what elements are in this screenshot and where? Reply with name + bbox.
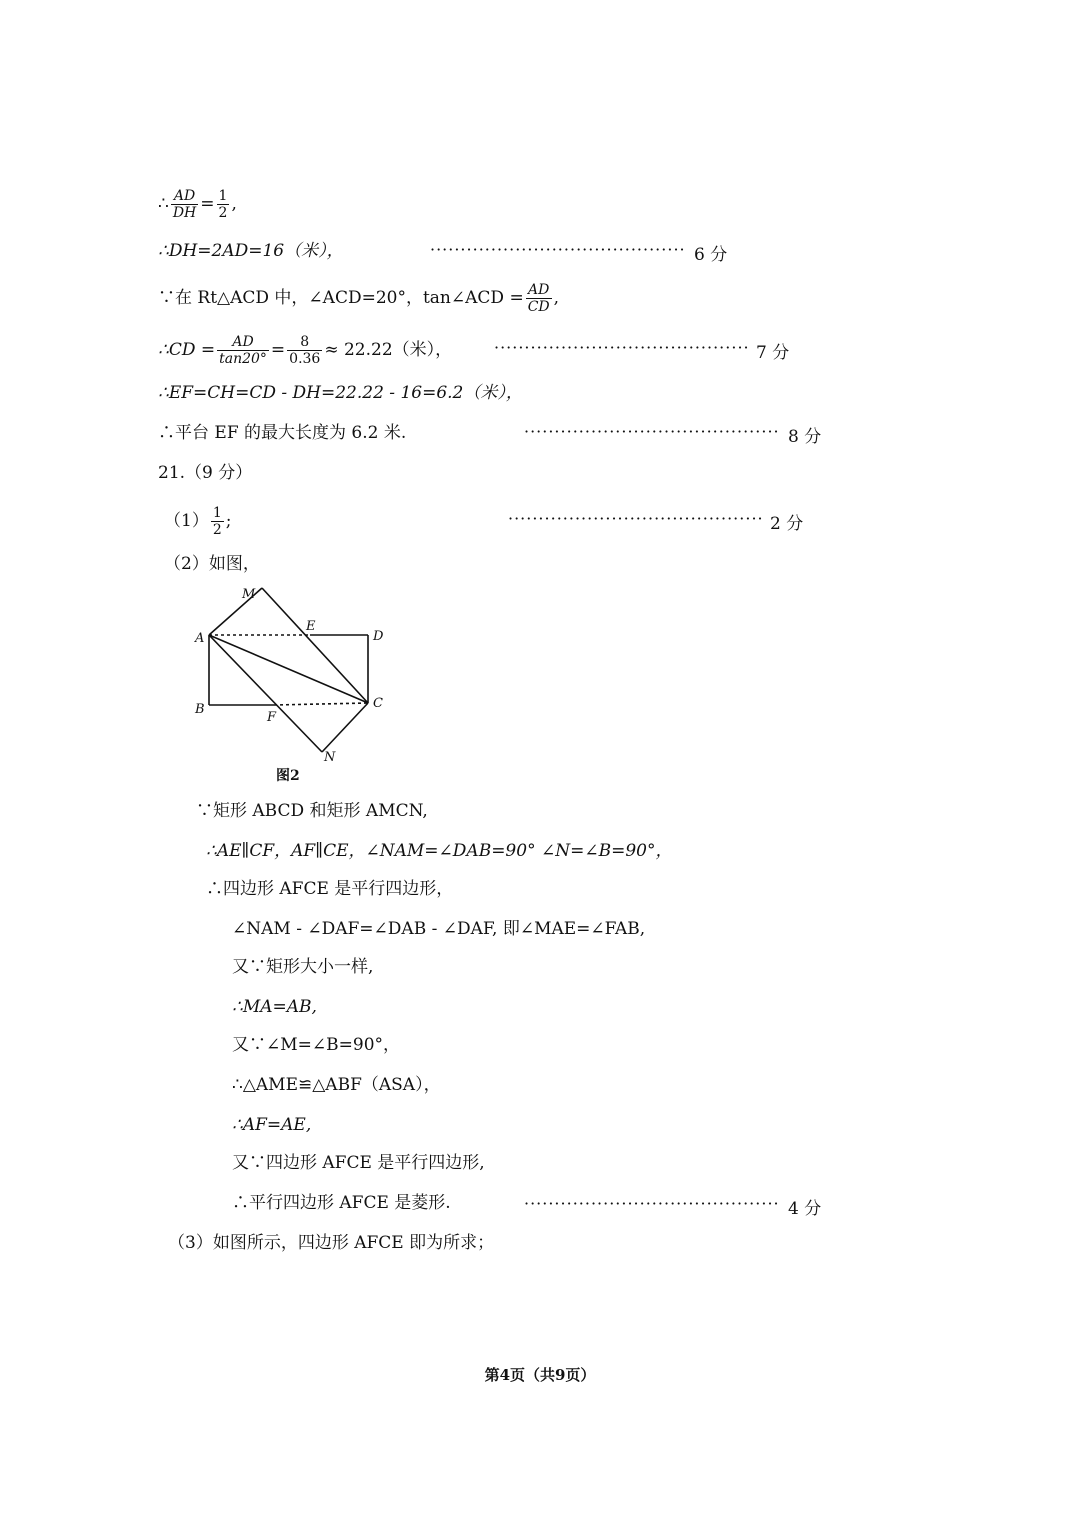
fraction-one-half — [211, 505, 224, 538]
frac-numerator: AD — [217, 334, 269, 351]
proof-step-5: 又∵矩形大小一样, — [232, 957, 374, 977]
dh-line: ∴DH=2AD=16（米）， — [158, 241, 344, 261]
proof-step-9: ∴AF=AE, — [232, 1115, 312, 1135]
label-e: E — [306, 619, 316, 634]
proof-step-3: ∴四边形 AFCE 是平行四边形， — [206, 879, 454, 899]
proof-step-8: ∴△AME≌△ABF（ASA）， — [232, 1075, 441, 1095]
conclusion-line: ∴平台 EF 的最大长度为 6.2 米. — [158, 423, 407, 443]
score-dots: ·········································· — [524, 422, 780, 441]
cd-suffix: ≈ 22.22（米）， — [324, 340, 453, 360]
fraction-ad-dh — [171, 188, 198, 221]
fraction-ad-cd — [526, 282, 552, 315]
label-a: A — [195, 631, 205, 646]
fraction-8-036 — [287, 334, 322, 367]
cd-line — [158, 334, 452, 367]
frac-numerator: 1 — [212, 505, 222, 521]
therefore-symbol: ∴ — [158, 194, 169, 214]
frac-numerator: 8 — [287, 334, 322, 351]
proof-step-7: 又∵∠M=∠B=90°， — [232, 1035, 401, 1055]
proof-step-4: ∠NAM - ∠DAF=∠DAB - ∠DAF, 即∠MAE=∠FAB, — [232, 919, 646, 939]
score-4: 4 分 — [788, 1199, 822, 1219]
frac-numerator: 1 — [218, 188, 228, 204]
score-dots: ·········································· — [524, 1194, 780, 1213]
label-m: M — [242, 587, 256, 602]
frac-denominator: 0.36 — [289, 351, 321, 367]
tan-text: ∵在 Rt△ACD 中，∠ACD=20°，tan∠ACD = — [158, 288, 524, 308]
frac-denominator: tan20° — [219, 351, 267, 367]
segment-nc — [322, 703, 368, 752]
proof-step-11: ∴平行四边形 AFCE 是菱形. — [232, 1193, 451, 1213]
ratio-line — [158, 188, 237, 221]
fraction-ad-tan20 — [217, 334, 269, 367]
part-3-answer: （3）如图所示，四边形 AFCE 即为所求； — [168, 1233, 495, 1253]
frac-numerator: AD — [526, 282, 552, 299]
part-2-heading: （2）如图， — [164, 554, 260, 574]
score-dots: ·········································· — [430, 240, 686, 259]
equals-sign: = — [200, 194, 215, 214]
proof-step-10: 又∵四边形 AFCE 是平行四边形, — [232, 1153, 485, 1173]
frac-denominator: CD — [527, 299, 550, 315]
label-n: N — [324, 750, 336, 765]
score-8: 8 分 — [788, 427, 822, 447]
part-1-answer — [164, 505, 231, 538]
label-c: C — [373, 696, 383, 711]
equals-sign: = — [270, 340, 286, 360]
score-7: 7 分 — [756, 343, 790, 363]
page-footer: 第4页（共9页） — [484, 1366, 596, 1384]
geometry-figure — [190, 580, 410, 795]
frac-denominator: DH — [172, 205, 197, 221]
segment-ac — [209, 635, 368, 703]
part-label: （1） — [164, 511, 209, 531]
label-b: B — [195, 702, 205, 717]
segment-an — [209, 635, 322, 752]
tan-line — [158, 282, 559, 315]
semicolon: ; — [225, 511, 232, 531]
segment-mc — [262, 588, 368, 703]
score-6: 6 分 — [694, 245, 728, 265]
frac-numerator: AD — [171, 188, 198, 205]
score-dots: ·········································· — [508, 509, 764, 528]
label-d: D — [373, 629, 384, 644]
ef-line: ∴EF=CH=CD - DH=22.22 - 16=6.2（米）， — [158, 383, 523, 403]
proof-step-6: ∴MA=AB, — [232, 997, 317, 1017]
frac-denominator: 2 — [218, 205, 228, 221]
comma: , — [553, 288, 560, 308]
frac-denominator: 2 — [212, 522, 222, 538]
score-dots: ·········································· — [494, 338, 750, 357]
proof-step-2: ∴AE∥CF，AF∥CE，∠NAM=∠DAB=90° ∠N=∠B=90°， — [206, 841, 673, 861]
cd-prefix: ∴CD = — [158, 340, 216, 360]
score-2: 2 分 — [770, 514, 804, 534]
question-21-heading: 21.（9 分） — [158, 463, 253, 483]
fraction-one-half — [217, 188, 230, 221]
proof-step-1: ∵矩形 ABCD 和矩形 AMCN, — [196, 801, 428, 821]
segment-fc-dashed — [274, 703, 368, 705]
label-f: F — [267, 710, 277, 725]
figure-caption: 图2 — [276, 768, 300, 784]
comma: , — [231, 194, 237, 214]
